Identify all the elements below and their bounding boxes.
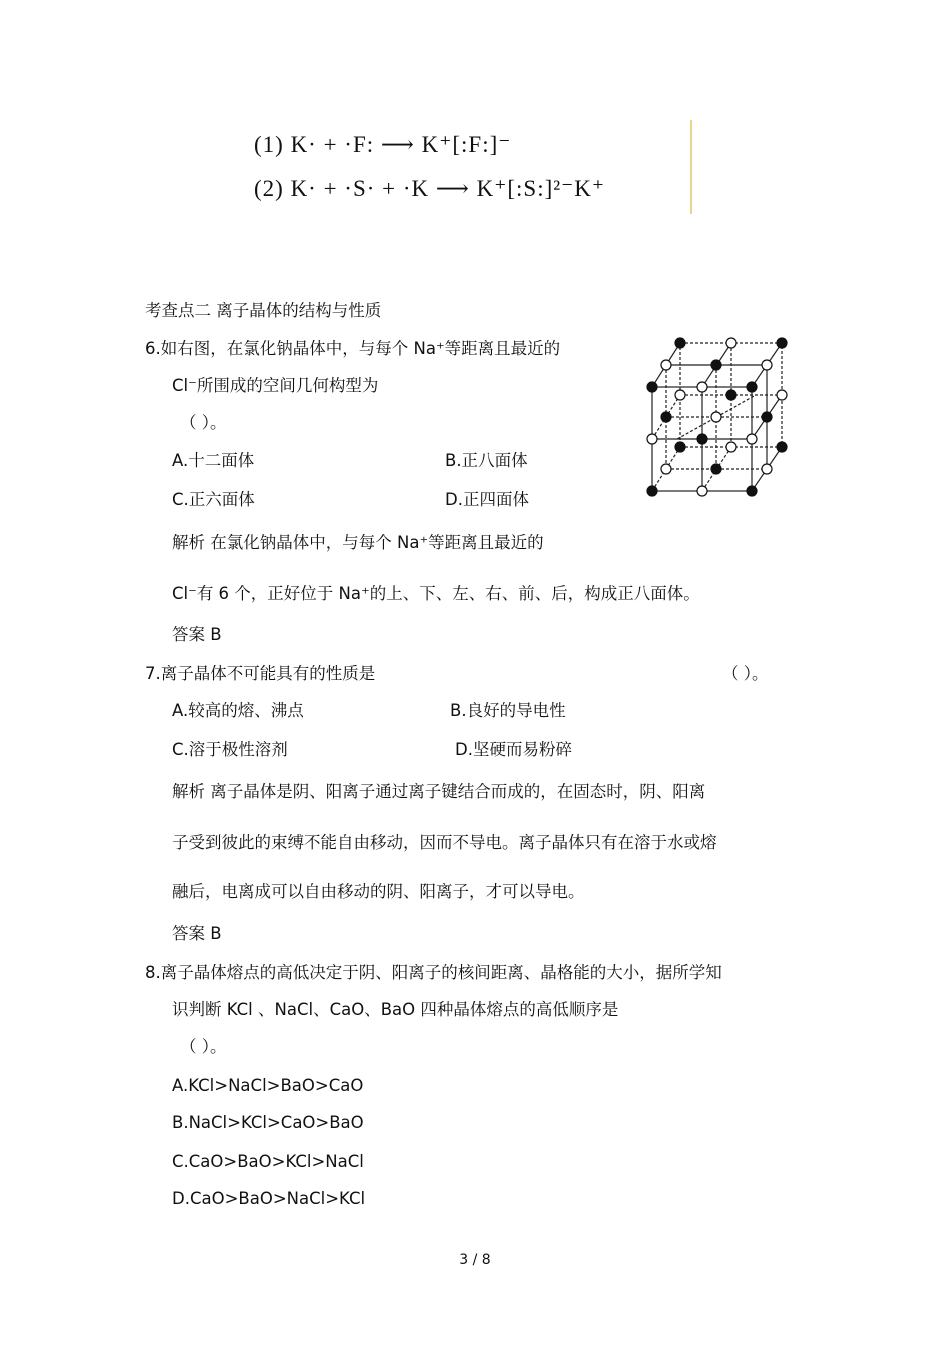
q8-option-a: A.KCl>NaCl>BaO>CaO (172, 1076, 364, 1095)
q7-answer: 答案 B (172, 924, 222, 943)
q8-paren: （ ）。 (180, 1037, 227, 1056)
q6-option-a: A.十二面体 (172, 451, 255, 470)
q8-option-d: D.CaO>BaO>NaCl>KCl (172, 1189, 366, 1208)
q8-stem-line2: 识判断 KCl 、NaCl、CaO、BaO 四种晶体熔点的高低顺序是 (172, 1000, 619, 1019)
q6-explanation-line1: 解析 在氯化钠晶体中，与每个 Na⁺等距离且最近的 (172, 533, 544, 552)
q7-paren: （ ）。 (722, 664, 769, 683)
q7-explanation-line2: 子受到彼此的束缚不能自由移动，因而不导电。离子晶体只有在溶于水或熔 (172, 833, 717, 852)
q6-paren: （ ）。 (180, 413, 227, 432)
formula-line-2: (2) K· + ·S· + ·K ⟶ K⁺[:S:]²⁻K⁺ (254, 176, 606, 201)
q8-option-b: B.NaCl>KCl>CaO>BaO (172, 1113, 364, 1132)
q7-option-b: B.良好的导电性 (450, 701, 566, 720)
nacl-crystal-lattice-figure (640, 337, 792, 499)
q6-option-b: B.正八面体 (445, 451, 528, 470)
q7-stem: 7.离子晶体不可能具有的性质是 (145, 664, 376, 683)
q6-option-d: D.正四面体 (445, 490, 529, 509)
page-number: 3 / 8 (459, 1252, 491, 1268)
q7-option-d: D.坚硬而易粉碎 (455, 740, 572, 759)
q6-stem-line1: 6.如右图，在氯化钠晶体中，与每个 Na⁺等距离且最近的 (145, 339, 561, 358)
q6-stem-line2: Cl⁻所围成的空间几何构型为 (172, 376, 379, 395)
formula-line-1: (1) K· + ·F: ⟶ K⁺[:F:]⁻ (254, 132, 512, 157)
q7-explanation-line1: 解析 离子晶体是阴、阳离子通过离子键结合而成的，在固态时，阴、阳离 (172, 782, 706, 801)
q7-option-c: C.溶于极性溶剂 (172, 740, 288, 759)
electron-dot-formula-figure (248, 120, 692, 214)
q8-stem-line1: 8.离子晶体熔点的高低决定于阴、阳离子的核间距离、晶格能的大小，据所学知 (145, 963, 722, 982)
q6-explanation-line2: Cl⁻有 6 个，正好位于 Na⁺的上、下、左、右、前、后，构成正八面体。 (172, 584, 700, 603)
q7-explanation-line3: 融后，电离成可以自由移动的阴、阳离子，才可以导电。 (172, 882, 585, 901)
section-title: 考查点二 离子晶体的结构与性质 (145, 301, 382, 320)
q6-answer: 答案 B (172, 625, 222, 644)
q6-option-c: C.正六面体 (172, 490, 255, 509)
q8-option-c: C.CaO>BaO>KCl>NaCl (172, 1152, 364, 1171)
q7-option-a: A.较高的熔、沸点 (172, 701, 304, 720)
